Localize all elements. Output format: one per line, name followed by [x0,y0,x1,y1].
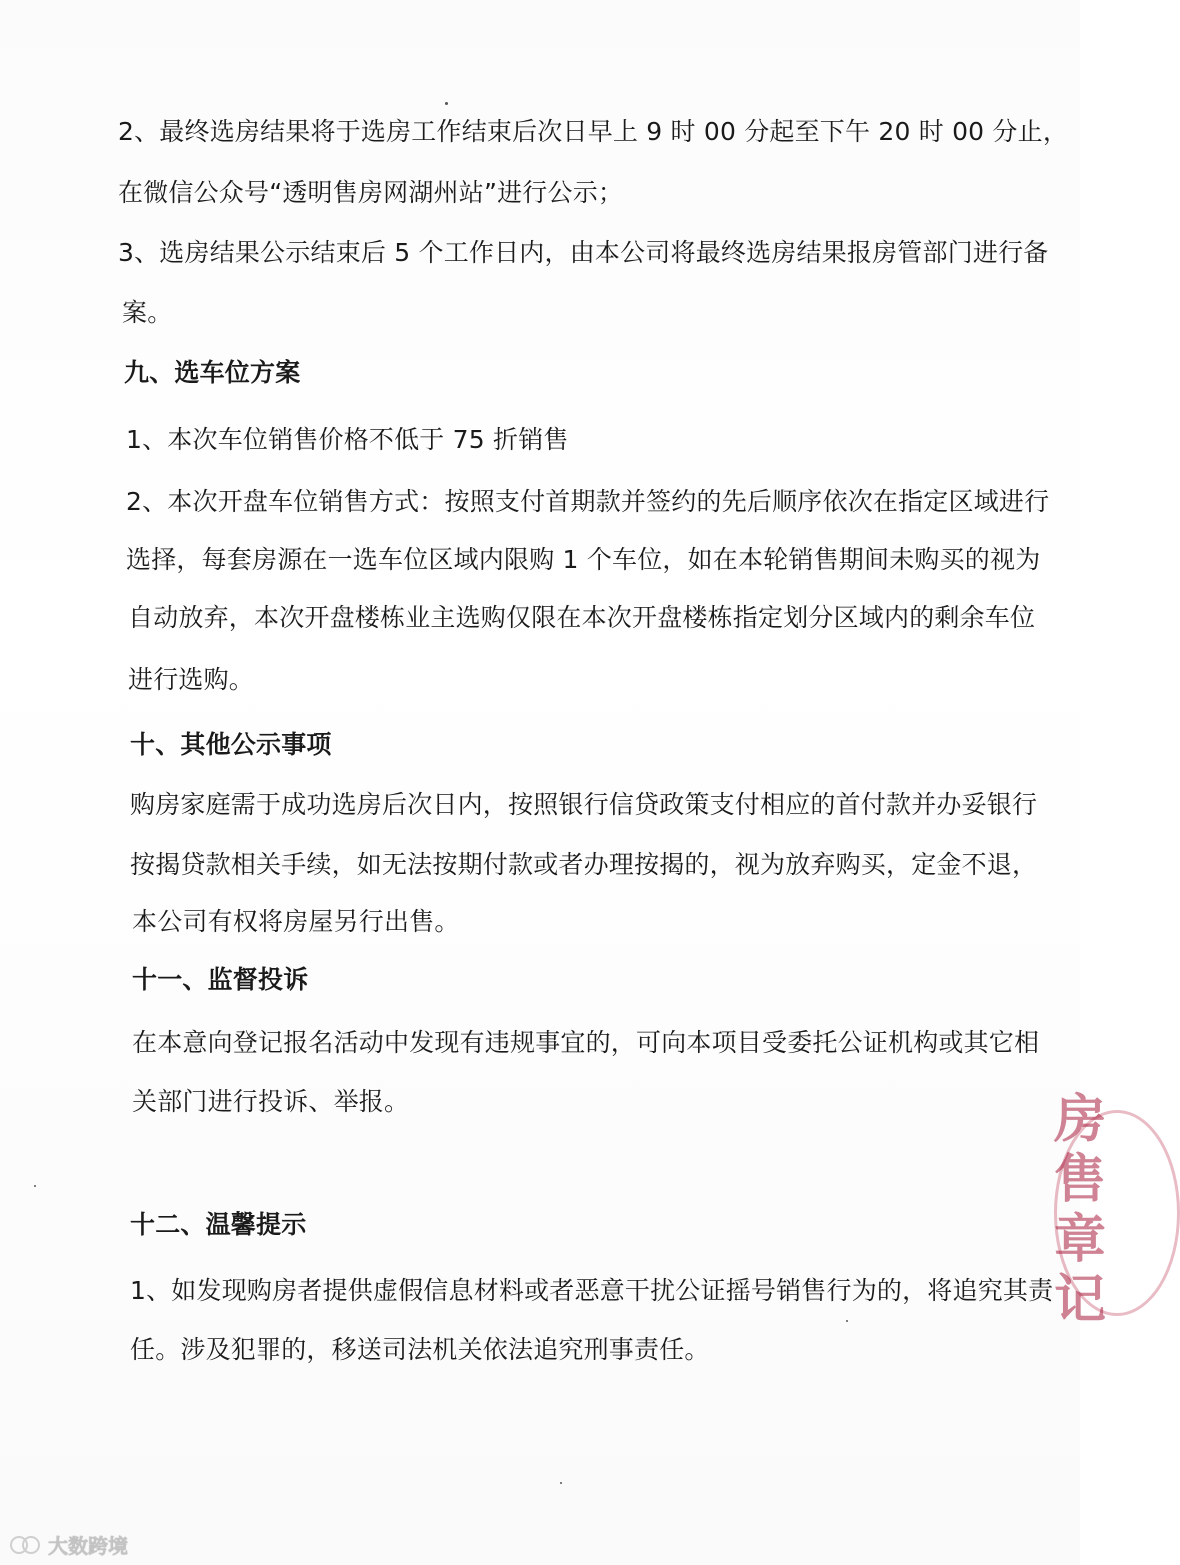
section-heading-complaint: 十一、监督投诉 [132,965,309,994]
text-line: 1、本次车位销售价格不低于 75 折销售 [126,425,569,454]
text-line: 按揭贷款相关手续，如无法按期付款或者办理按揭的，视为放弃购买，定金不退， [130,850,1038,879]
section-heading-parking: 九、选车位方案 [124,358,301,387]
section-heading-other: 十、其他公示事项 [130,730,332,759]
text-line: 在本意向登记报名活动中发现有违规事宜的，可向本项目受委托公证机构或其它相 [132,1028,1040,1057]
text-line: 案。 [122,298,173,327]
text-line: 2、最终选房结果将于选房工作结束后次日早上 9 时 00 分起至下午 20 时 00 分止， [118,117,1069,146]
text-line: 购房家庭需于成功选房后次日内，按照银行信贷政策支付相应的首付款并办妥银行 [130,790,1038,819]
text-line: 进行选购。 [128,665,255,694]
text-line: 3、选房结果公示结束后 5 个工作日内，由本公司将最终选房结果报房管部门进行备 [118,238,1049,267]
text-line: 在微信公众号“透明售房网湖州站”进行公示； [118,178,624,207]
text-line: 关部门进行投诉、举报。 [132,1087,410,1116]
text-line: 1、如发现购房者提供虚假信息材料或者恶意干扰公证摇号销售行为的，将追究其责 [130,1276,1054,1305]
watermark-text: 大数跨境 [48,1533,128,1558]
scan-speck [846,1320,848,1322]
text-line: 2、本次开盘车位销售方式：按照支付首期款并签约的先后顺序依次在指定区域进行 [126,487,1050,516]
text-line: 自动放弃，本次开盘楼栋业主选购仅限在本次开盘楼栋指定划分区域内的剩余车位 [128,603,1036,632]
text-line: 选择，每套房源在一选车位区域内限购 1 个车位，如在本轮销售期间未购买的视为 [126,545,1041,574]
watermark [10,1530,128,1558]
section-heading-reminder: 十二、温馨提示 [130,1210,307,1239]
scan-speck [560,1482,562,1484]
scan-speck [445,102,448,105]
scan-speck [34,1185,36,1187]
company-seal-fragment [1050,1089,1107,1330]
watermark-logo-icon [10,1533,42,1555]
text-line: 任。涉及犯罪的，移送司法机关依法追究刑事责任。 [130,1335,710,1364]
text-line: 本公司有权将房屋另行出售。 [132,907,460,936]
seal-text: 房 售 章 记 [1054,1089,1107,1330]
